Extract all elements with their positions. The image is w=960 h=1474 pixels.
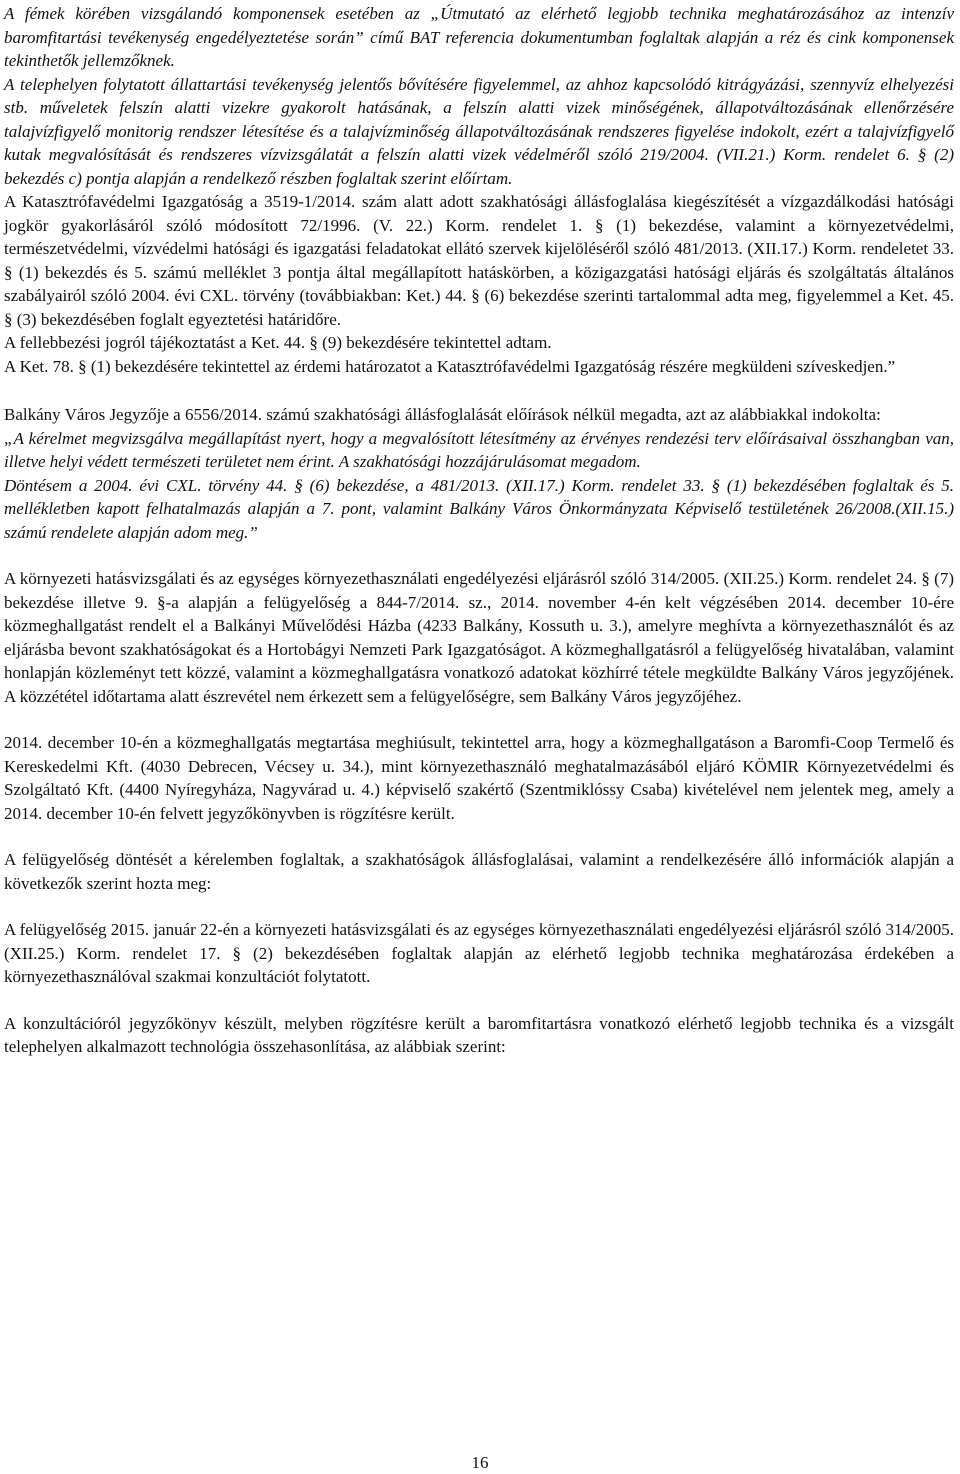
paragraph-balkany-notary: Balkány Város Jegyzője a 6556/2014. számú szakhatósági állásfoglalását előírások nélkül megadta, azt az alábbiakkal indokolta: <box>4 405 881 424</box>
page-number: 16 <box>471 1453 489 1472</box>
paragraph-groundwater-monitoring: A telephelyen folytatott állattartási tevékenység jelentős bővítésére figyelemmel, az ahhoz kapcsolódó kitrágyázási, szennyvíz elhelyezési stb. műveletek felszín alatti vizekre gyakorolt hatásának, a felszín alatti vizek minőségének, állapotváltozásának ellenőrzésére talajvízfigyelő monitorig rendszer létesítése és a talajvízminőség állapotváltozásának rendszeres figyelése indokolt, ezért a talajvízfigyelő kutak megvalósítását és rendszeres vízvizsgálatát a felszín alatti vizek védelméről szóló 219/2004. (VII.21.) Korm. rendelet 6. § (2) bekezdés c) pontja alapján a rendelkező részben foglaltak szerint előírtam. <box>4 74 954 188</box>
paragraph-ket-78: A Ket. 78. § (1) bekezdésére tekintettel az érdemi határozatot a Katasztrófavédelmi Igazgatóság részére megküldeni szíveskedjen.” <box>4 356 896 376</box>
paragraph-decision-basis: A felügyelőség döntését a kérelemben foglaltak, a szakhatóságok állásfoglalásai, valamint a rendelkezésére álló információk alapján a következők szerint hozta meg: <box>4 850 954 893</box>
paragraph-bat-consultation: A felügyelőség 2015. január 22-én a környezeti hatásvizsgálati és az egységes környezethasználati engedélyezési eljárásról szóló 314/2005. (XII.25.) Korm. rendelet 17. § (2) bekezdésében foglaltak alapján az elérhető legjobb technika meghatározása érdekében a környezethasználóval szakmai konzultációt folytatott. <box>4 920 954 986</box>
paragraph-public-hearing-failed: 2014. december 10-én a közmeghallgatás megtartása meghiúsult, tekintettel arra, hogy a közmeghallgatáson a Baromfi-Coop Termelő és Kereskedelmi Kft. (4030 Debrecen, Vécsey u. 34.), mint környezethasználó meghatalmazásából eljáró KÖMIR Környezetvédelmi és Szolgáltató Kft. (4400 Nyíregyháza, Nagyvárad u. 4.) képviselő szakértő (Szentmiklóssy Csaba) kivételével nem jelentek meg, amely a 2014. december 10-én felvett jegyzőkönyvben is rögzítésre került. <box>4 733 954 823</box>
paragraph-notary-decision: Döntésem a 2004. évi CXL. törvény 44. § (6) bekezdése, a 481/2013. (XII.17.) Korm. rendelet 33. § (1) bekezdésében foglaltak és 5. mellékletben kapott felhatalmazás alapján a 7. pont, valamint Balkány Város Önkormányzata Képviselő testületének 26/2008.(XII.15.) számú rendelete alapján adom meg.” <box>4 475 954 542</box>
paragraph-metals-components: A fémek körében vizsgálandó komponensek esetében az „Útmutató az elérhető legjobb technika meghatározásához az intenzív baromfitartási tevékenység engedélyeztetése során” című BAT referencia dokumentumban foglaltak alapján a réz és cink komponensek tekinthetők jellemzőknek. <box>4 4 954 70</box>
paragraph-consultation-minutes: A konzultációról jegyzőkönyv készült, melyben rögzítésre került a baromfitartásra vonatkozó elérhető legjobb technika és a vizsgált telephelyen alkalmazott technológia összehasonlítása, az alábbiak szerint: <box>4 1013 954 1056</box>
paragraph-appeal-notice: A fellebbezési jogról tájékoztatást a Ket. 44. § (9) bekezdésére tekintettel adtam. <box>4 333 552 352</box>
paragraph-public-hearing-order: A környezeti hatásvizsgálati és az egységes környezethasználati engedélyezési eljárásról szóló 314/2005. (XII.25.) Korm. rendelet 24. § (7) bekezdése illetve 9. §-a alapján a felügyelőség a 844-7/2014. sz., 2014. november 4-én kelt végzésében 2014. december 10-ére közmeghallgatást rendelt el a Balkányi Művelődési Házba (4233 Balkány, Kossuth u. 3.), amelyre meghívta a környezethasználót és az eljárásba bevont szakhatóságokat és a Hortobágyi Nemzeti Park Igazgatóságot. A közmeghallgatásról a felügyelőség hivatalában, valamint honlapján közleményt tett közzé, valamint a közmeghallgatásra vonatkozó adatokat közhírré tétele megküldte Balkány Város jegyzőjének. A közzététel időtartama alatt észrevétel nem érkezett sem a felügyelőségre, sem Balkány Város jegyzőjéhez. <box>4 569 954 706</box>
paragraph-notary-quote: „A kérelmet megvizsgálva megállapítást nyert, hogy a megvalósított létesítmény az érvényes rendezési terv előírásaival összhangban van, illetve helyi védett természeti területet nem érint. A szakhatósági hozzájárulásomat megadom. <box>4 428 954 471</box>
paragraph-disaster-directorate-opinion: A Katasztrófavédelmi Igazgatóság a 3519-1/2014. szám alatt adott szakhatósági állásfoglalása kiegészítését a vízgazdálkodási hatósági jogkör gyakorlásáról szóló módosított 72/1996. (V. 22.) Korm. rendelet 1. § (1) bekezdése, valamint a környezetvédelmi, természetvédelmi, vízvédelmi hatósági és igazgatási feladatokat ellátó szervek kijelöléséről szóló 481/2013. (XII.17.) Korm. rendeletet 33. § (1) bekezdés és 5. számú melléklet 3 pontja által megállapított hatáskörben, a közigazgatási hatósági eljárás és szolgáltatás általános szabályairól szóló 2004. évi CXL. törvény (továbbiakban: Ket.) 44. § (6) bekezdése szerinti tartalommal adta meg, figyelemmel a Ket. 45. § (3) bekezdésében foglalt egyeztetési határidőre. <box>4 192 954 329</box>
document-page <box>4 2 954 1059</box>
